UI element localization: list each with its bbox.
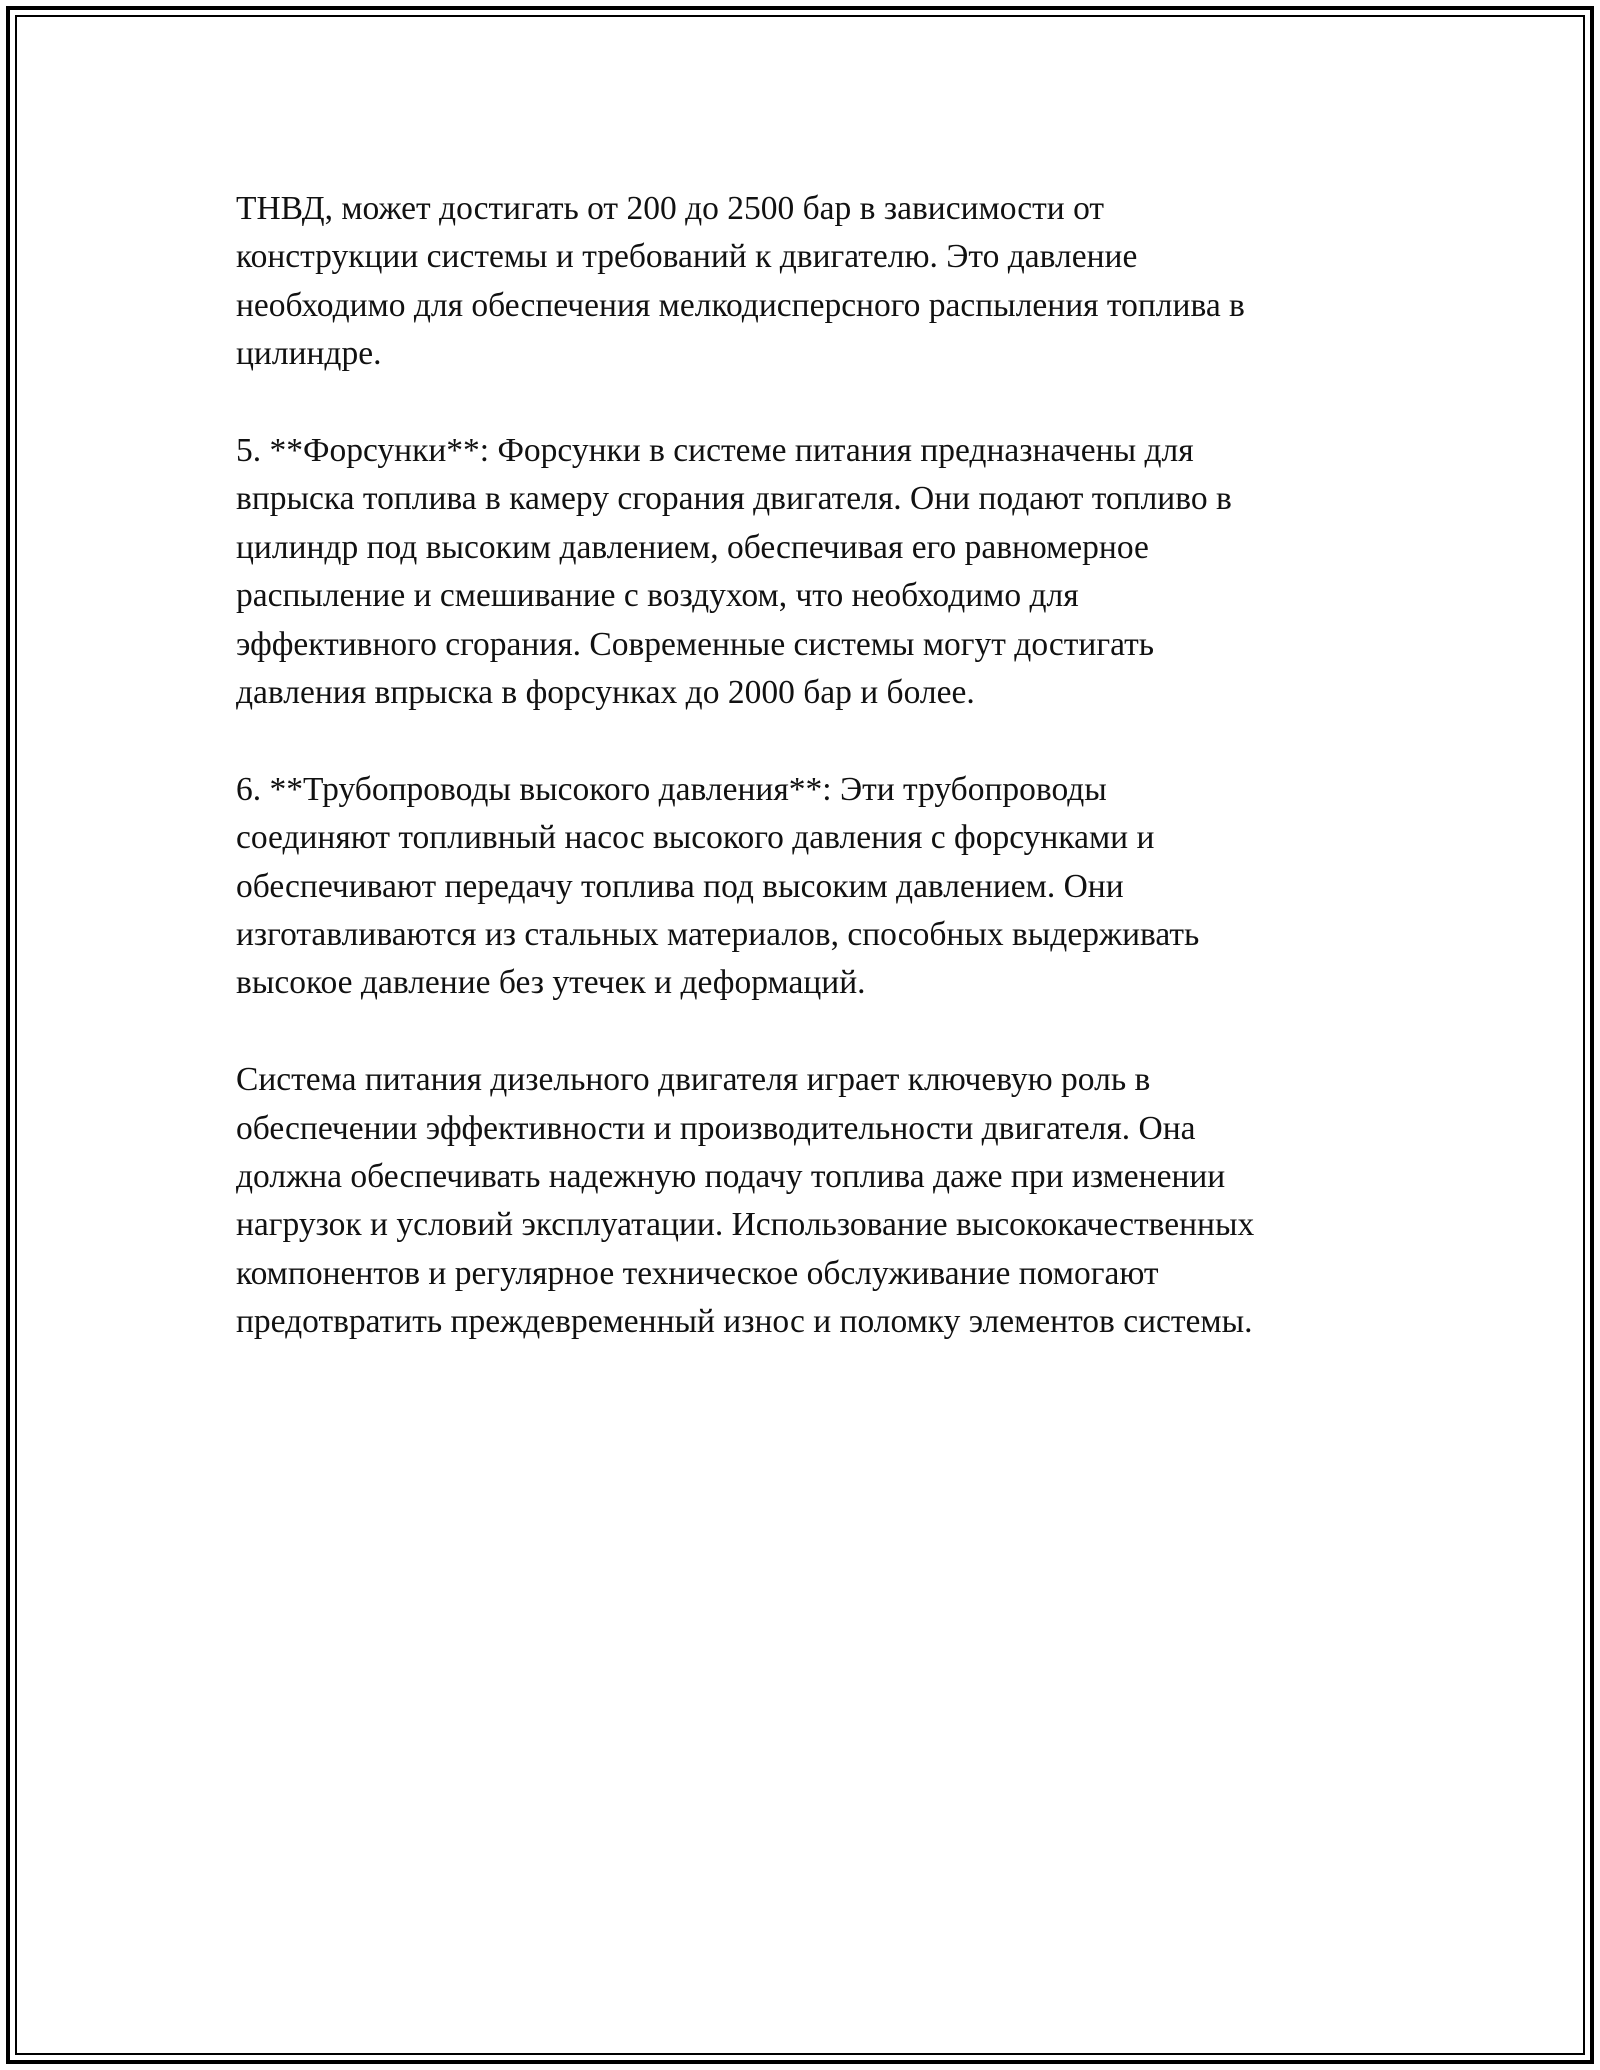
paragraph-high-pressure-lines: 6. **Трубопроводы высокого давления**: Эти трубопроводы соединяют топливный насос высокого давления с форсунками и обеспечивают передачу топлива под высоким давлением. Они изготавливаются из стальных материалов, способных выдерживать высокое давление без утечек и деформаций. [236, 770, 1200, 1002]
paragraph-conclusion: Система питания дизельного двигателя играет ключевую роль в обеспечении эффективности и производительности двигателя. Она должна обеспечивать надежную подачу топлива даже при изменении нагрузок и условий эксплуатации. Использование высококачественных компонентов и регулярное техническое обслуживание помогают предотвратить преждевременный износ и поломку элементов системы. [236, 1061, 1255, 1341]
document-body [236, 185, 1376, 1395]
paragraph-pump-pressure: ТНВД, может достигать от 200 до 2500 бар в зависимости от конструкции системы и требований к двигателю. Это давление необходимо для обеспечения мелкодисперсного распыления топлива в цилиндре. [236, 190, 1245, 373]
paragraph-injectors: 5. **Форсунки**: Форсунки в системе питания предназначены для впрыска топлива в камеру сгорания двигателя. Они подают топливо в цилиндр под высоким давлением, обеспечивая его равномерное распыление и смешивание с воздухом, что необходимо для эффективного сгорания. Современные системы могут достигать давления впрыска в форсунках до 2000 бар и более. [236, 432, 1232, 712]
